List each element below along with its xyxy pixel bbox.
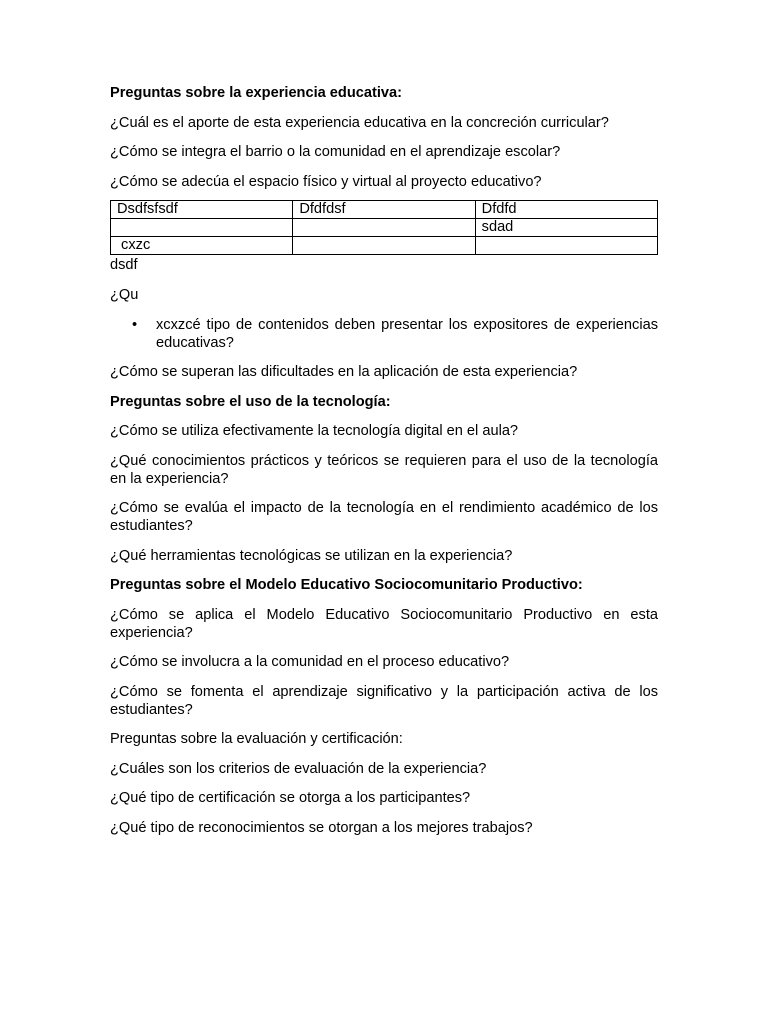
question-herramientas: ¿Qué herramientas tecnológicas se utilizan en la experiencia? [110,547,513,564]
question-barrio: ¿Cómo se integra el barrio o la comunidad en el aprendizaje escolar? [110,144,561,160]
question-espacio: ¿Cómo se adecúa el espacio físico y virtual al proyecto educativo? [110,173,542,190]
question-tecnologia-aula: ¿Cómo se utiliza efectivamente la tecnología digital en el aula? [110,423,519,439]
question-criterios: ¿Cuáles son los criterios de evaluación de la experiencia? [110,760,487,777]
section-heading-evaluacion: Preguntas sobre la evaluación y certificación: [110,731,403,747]
data-table [110,200,658,255]
table-row [111,201,658,219]
bullet-text: xcxzcé tipo de contenidos deben presentar los expositores de experiencias educativas? [156,316,658,351]
text-qu: ¿Qu [110,287,139,303]
table-cell: Dfdfd [475,201,657,219]
table-cell [111,219,293,237]
question-certificacion: ¿Qué tipo de certificación se otorga a los participantes? [110,790,471,806]
section-heading-experiencia: Preguntas sobre la experiencia educativa: [110,85,402,101]
table-cell: cxzc [111,237,293,255]
question-aprendizaje: ¿Cómo se fomenta el aprendizaje significativo y la participación activa de los estudiantes? [110,683,658,718]
list-item [132,316,658,352]
question-aporte: ¿Cuál es el aporte de esta experiencia educativa en la concreción curricular? [110,114,609,131]
question-comunidad: ¿Cómo se involucra a la comunidad en el proceso educativo? [110,654,510,670]
question-modelo: ¿Cómo se aplica el Modelo Educativo Sociocomunitario Productivo en esta experiencia? [110,606,658,641]
table-cell [293,219,475,237]
table-cell [293,237,475,255]
table-row [111,219,658,237]
question-dificultades: ¿Cómo se superan las dificultades en la aplicación de esta experiencia? [110,364,578,380]
text-dsdf: dsdf [110,257,138,273]
table-cell: Dsdfsfsdf [111,201,293,219]
section-heading-tecnologia: Preguntas sobre el uso de la tecnología: [110,393,391,410]
bullet-list [110,316,658,352]
table-row [111,237,658,255]
question-impacto: ¿Cómo se evalúa el impacto de la tecnología en el rendimiento académico de los estudiantes? [110,500,658,534]
table-cell: sdad [475,219,657,237]
table-cell: Dfdfdsf [293,201,475,219]
bullet-icon: • [132,316,138,333]
question-conocimientos: ¿Qué conocimientos prácticos y teóricos se requieren para el uso de la tecnología en la experiencia? [110,452,658,487]
section-heading-modelo: Preguntas sobre el Modelo Educativo Sociocomunitario Productivo: [110,577,583,593]
table-cell [475,237,657,255]
document-body [110,84,658,848]
question-reconocimientos: ¿Qué tipo de reconocimientos se otorgan a los mejores trabajos? [110,819,533,836]
